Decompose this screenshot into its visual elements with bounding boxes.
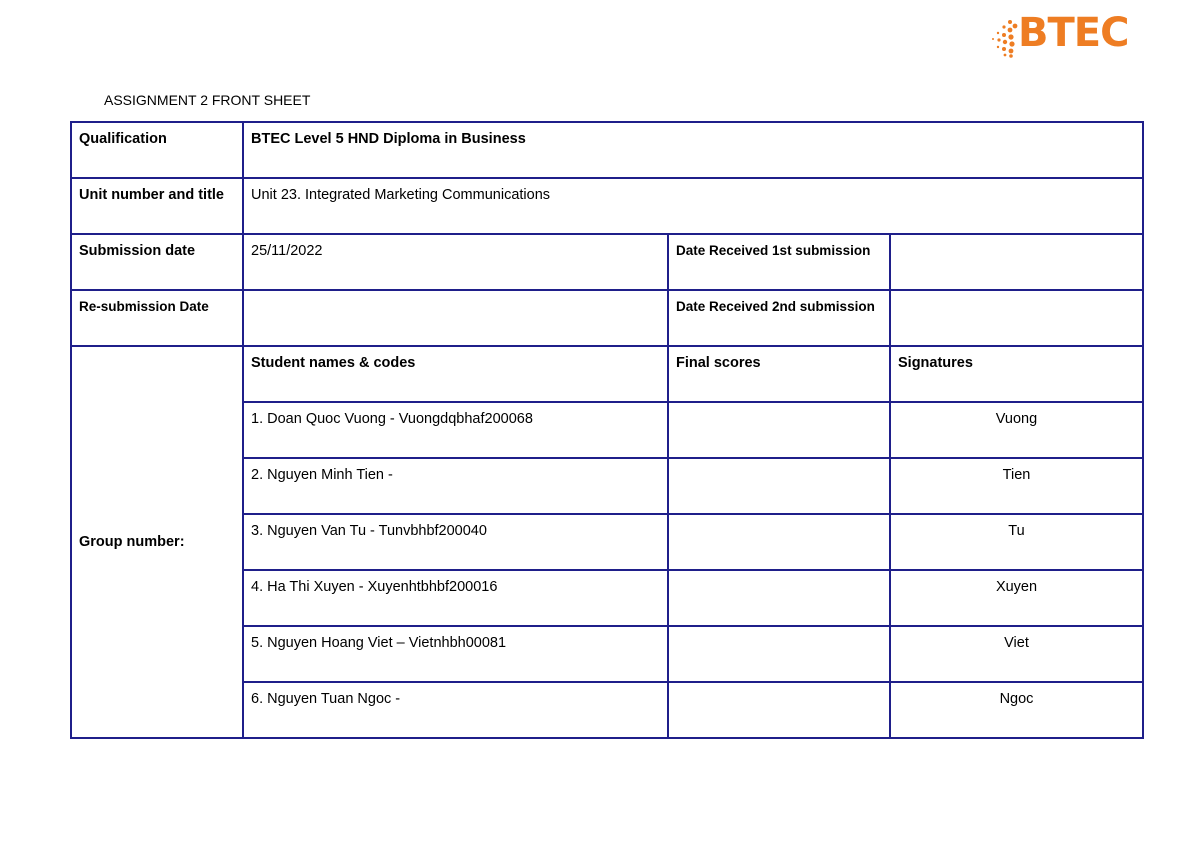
student-signature: Tien [890, 458, 1143, 514]
resubmission-value [243, 290, 668, 346]
dots-icon [990, 18, 1018, 58]
student-signature: Vuong [890, 402, 1143, 458]
resubmission-row [71, 290, 1143, 346]
student-name: 1. Doan Quoc Vuong - Vuongdqbhaf200068 [243, 402, 668, 458]
student-signature: Ngoc [890, 682, 1143, 738]
front-sheet-table [70, 121, 1144, 739]
student-name: 5. Nguyen Hoang Viet – Vietnhbh00081 [243, 626, 668, 682]
student-signature: Tu [890, 514, 1143, 570]
unit-label: Unit number and title [71, 178, 243, 234]
submission-row [71, 234, 1143, 290]
submission-value: 25/11/2022 [243, 234, 668, 290]
page-title: ASSIGNMENT 2 FRONT SHEET [104, 92, 311, 108]
received-2nd-label: Date Received 2nd submission [668, 290, 890, 346]
scores-header: Final scores [668, 346, 890, 402]
student-score [668, 514, 890, 570]
logo-text: BTEC [1018, 10, 1129, 56]
student-signature: Xuyen [890, 570, 1143, 626]
received-1st-value [890, 234, 1143, 290]
student-score [668, 626, 890, 682]
names-header: Student names & codes [243, 346, 668, 402]
received-2nd-value [890, 290, 1143, 346]
qualification-row [71, 122, 1143, 178]
student-score [668, 570, 890, 626]
qualification-value: BTEC Level 5 HND Diploma in Business [243, 122, 1143, 178]
student-score [668, 682, 890, 738]
group-header-row [71, 346, 1143, 402]
resubmission-label: Re-submission Date [71, 290, 243, 346]
btec-logo [990, 10, 1140, 62]
student-signature: Viet [890, 626, 1143, 682]
student-score [668, 458, 890, 514]
unit-row [71, 178, 1143, 234]
student-name: 4. Ha Thi Xuyen - Xuyenhtbhbf200016 [243, 570, 668, 626]
qualification-label: Qualification [71, 122, 243, 178]
group-number-label: Group number: [71, 346, 243, 738]
received-1st-label: Date Received 1st submission [668, 234, 890, 290]
unit-value: Unit 23. Integrated Marketing Communications [243, 178, 1143, 234]
student-name: 2. Nguyen Minh Tien - [243, 458, 668, 514]
student-score [668, 402, 890, 458]
student-name: 6. Nguyen Tuan Ngoc - [243, 682, 668, 738]
student-name: 3. Nguyen Van Tu - Tunvbhbf200040 [243, 514, 668, 570]
signatures-header: Signatures [890, 346, 1143, 402]
submission-label: Submission date [71, 234, 243, 290]
